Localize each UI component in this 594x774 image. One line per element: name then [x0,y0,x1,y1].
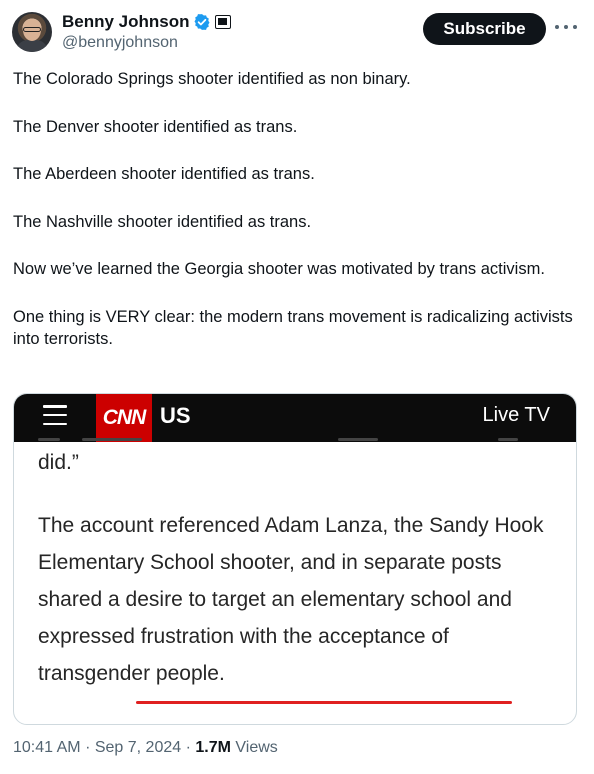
cnn-edition: US [160,403,191,428]
tweet-paragraph: One thing is VERY clear: the modern trans movement is radicalizing activists into terrorists. [13,307,573,348]
author-names [62,12,231,52]
handle[interactable]: @bennyjohnson [62,34,178,51]
live-tv-label: Live TV [482,404,550,426]
views-count: 1.7M [195,739,231,756]
verified-badge-icon [193,13,211,31]
hamburger-icon [43,405,67,425]
attached-image[interactable] [13,393,577,725]
tweet-date[interactable]: Sep 7, 2024 [94,739,182,756]
tweet-paragraph: The Aberdeen shooter identified as trans. [13,165,315,183]
tweet-meta: 10:41 AM · Sep 7, 2024 · 1.7M Views [13,739,278,756]
tweet-paragraph: The Colorado Springs shooter identified as non binary. [13,70,411,88]
tweet-paragraph: Now we’ve learned the Georgia shooter was motivated by trans activism. [13,260,545,278]
display-name[interactable]: Benny Johnson [62,12,190,31]
tweet-header [12,12,584,56]
cut-off-text-line [38,438,518,446]
views-label: Views [235,739,278,756]
subscribe-button[interactable]: Subscribe [423,13,546,45]
cnn-nav-bar [14,394,576,442]
cnn-logo: CNN [96,394,152,442]
article-body: The account referenced Adam Lanza, the Sandy Hook Elementary School shooter, and in separate posts shared a desire to target an elementary school and expressed frustration with the acceptance of transgender people. [38,514,544,685]
article-excerpt [38,449,558,692]
tweet-paragraph: The Nashville shooter identified as trans. [13,212,312,231]
tweet-text [13,68,579,376]
avatar[interactable] [12,12,52,52]
article-quote-end: did.” [38,451,79,474]
tweet-time[interactable]: 10:41 AM [13,739,81,756]
more-icon[interactable] [555,20,577,34]
org-badge-icon [215,15,231,29]
highlight-underline [136,701,512,704]
tweet-paragraph: The Denver shooter identified as trans. [13,117,298,136]
